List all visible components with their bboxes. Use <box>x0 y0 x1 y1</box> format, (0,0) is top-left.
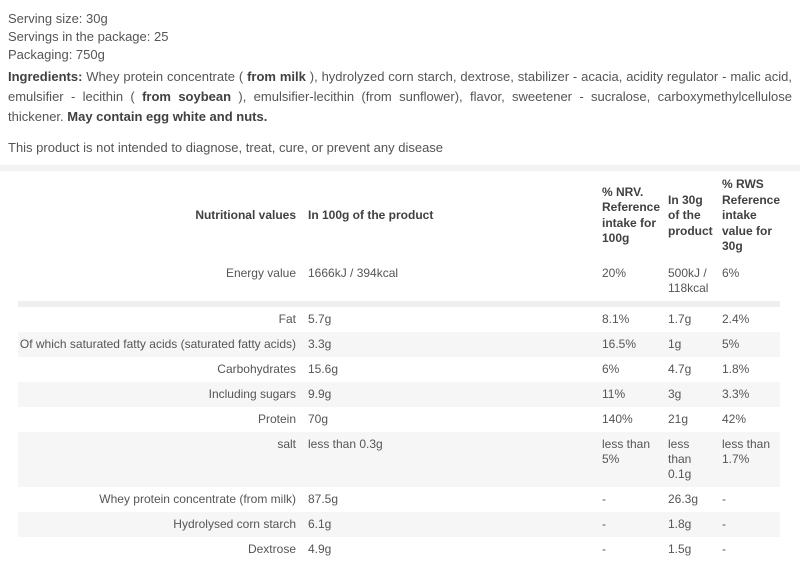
packaging-line: Packaging: 750g <box>8 47 105 62</box>
value-rws-30g: 5% <box>722 336 740 351</box>
value-nrv-100g: - <box>602 491 606 506</box>
row-label: Protein <box>257 411 296 426</box>
value-per-100g: less than 0.3g <box>308 436 383 451</box>
value-rws-30g: 1.8% <box>722 361 750 376</box>
value-per-100g: 3.3g <box>308 336 332 351</box>
row-label: Dextrose <box>247 541 296 556</box>
value-per-100g: 5.7g <box>308 311 332 326</box>
row-label: Carbohydrates <box>217 361 296 376</box>
table-row <box>18 512 780 537</box>
value-rws-30g: 42% <box>722 411 747 426</box>
value-nrv-100g: - <box>602 516 606 531</box>
ingredients-paragraph <box>8 67 792 127</box>
value-per-30g: 3g <box>668 386 682 401</box>
value-nrv-100g: 16.5% <box>602 336 637 351</box>
nutrition-table-header <box>18 171 780 261</box>
value-per-100g: 70g <box>308 411 329 426</box>
value-per-100g: 4.9g <box>308 541 332 556</box>
table-row <box>18 357 780 382</box>
table-row <box>18 332 780 357</box>
value-nrv-100g: 140% <box>602 411 633 426</box>
nutrition-table <box>18 171 780 562</box>
servings-count-line: Servings in the package: 25 <box>8 29 169 44</box>
row-label: Of which saturated fatty acids (saturated fatty acids) <box>19 336 296 351</box>
value-per-30g: 1g <box>668 336 682 351</box>
nutrition-table-body <box>18 261 780 562</box>
col-header-rws-30g: % RWS Reference intake value for 30g <box>722 177 781 253</box>
value-nrv-100g: - <box>602 541 606 556</box>
table-row <box>18 407 780 432</box>
table-row <box>18 382 780 407</box>
value-nrv-100g: 11% <box>602 386 626 401</box>
row-label: Energy value <box>225 265 296 280</box>
value-rws-30g: - <box>722 541 726 556</box>
value-rws-30g: 3.3% <box>722 386 750 401</box>
value-nrv-100g: 8.1% <box>602 311 630 326</box>
value-per-100g: 15.6g <box>308 361 339 376</box>
value-per-30g: 1.5g <box>668 541 692 556</box>
value-nrv-100g: less than 5% <box>602 436 651 466</box>
value-rws-30g: 2.4% <box>722 311 750 326</box>
value-per-30g: 1.8g <box>668 516 692 531</box>
row-label: Fat <box>278 311 296 326</box>
ingredients-segment: ), hydrolyzed corn starch, dextrose, stabilizer - acacia, acidity regulator - malic acid, emulsifier - lecithin ( <box>8 69 792 104</box>
ingredients-segment: Ingredients: <box>8 69 87 84</box>
table-row <box>18 432 780 487</box>
ingredients-segment: from milk <box>247 69 306 84</box>
value-per-30g: 21g <box>668 411 689 426</box>
serving-size-line: Serving size: 30g <box>8 11 108 26</box>
value-per-30g: 1.7g <box>668 311 692 326</box>
value-per-100g: 6.1g <box>308 516 332 531</box>
value-rws-30g: less than 1.7% <box>722 436 771 466</box>
value-rws-30g: 6% <box>722 265 740 280</box>
value-nrv-100g: 20% <box>602 265 627 280</box>
ingredients-segment: from soybean <box>142 89 232 104</box>
value-nrv-100g: 6% <box>602 361 620 376</box>
value-per-100g: 87.5g <box>308 491 339 506</box>
row-label: Including sugars <box>208 386 296 401</box>
value-per-100g: 1666kJ / 394kcal <box>308 265 399 280</box>
row-label: salt <box>277 436 296 451</box>
value-rws-30g: - <box>722 491 726 506</box>
value-per-30g: 26.3g <box>668 491 699 506</box>
value-per-100g: 9.9g <box>308 386 332 401</box>
table-row <box>18 487 780 512</box>
row-label: Hydrolysed corn starch <box>173 516 296 531</box>
col-header-per-100g: In 100g of the product <box>308 208 434 222</box>
table-row <box>18 307 780 332</box>
value-per-30g: less than 0.1g <box>668 436 692 481</box>
value-per-30g: 4.7g <box>668 361 692 376</box>
header-row <box>18 171 780 261</box>
value-per-30g: 500kJ / 118kcal <box>668 265 709 295</box>
disclaimer-text: This product is not intended to diagnose, treat, cure, or prevent any disease <box>8 140 444 155</box>
ingredients-segment: May contain egg white and nuts. <box>67 109 268 124</box>
col-header-per-30g: In 30g of the product <box>668 192 713 238</box>
col-header-nrv-100g: % NRV. Reference intake for 100g <box>602 184 661 246</box>
product-info-section <box>0 0 800 156</box>
ingredients-segment: ), emulsifier-lecithin (from sunflower), flavor, sweetener - sucralose, carboxymethylcellulose thickener. <box>8 89 792 124</box>
value-rws-30g: - <box>722 516 726 531</box>
table-row <box>18 537 780 562</box>
table-row <box>18 261 780 301</box>
ingredients-segment: Whey protein concentrate ( <box>86 69 248 84</box>
col-header-nutritional-values: Nutritional values <box>195 208 296 222</box>
row-label: Whey protein concentrate (from milk) <box>99 491 296 506</box>
